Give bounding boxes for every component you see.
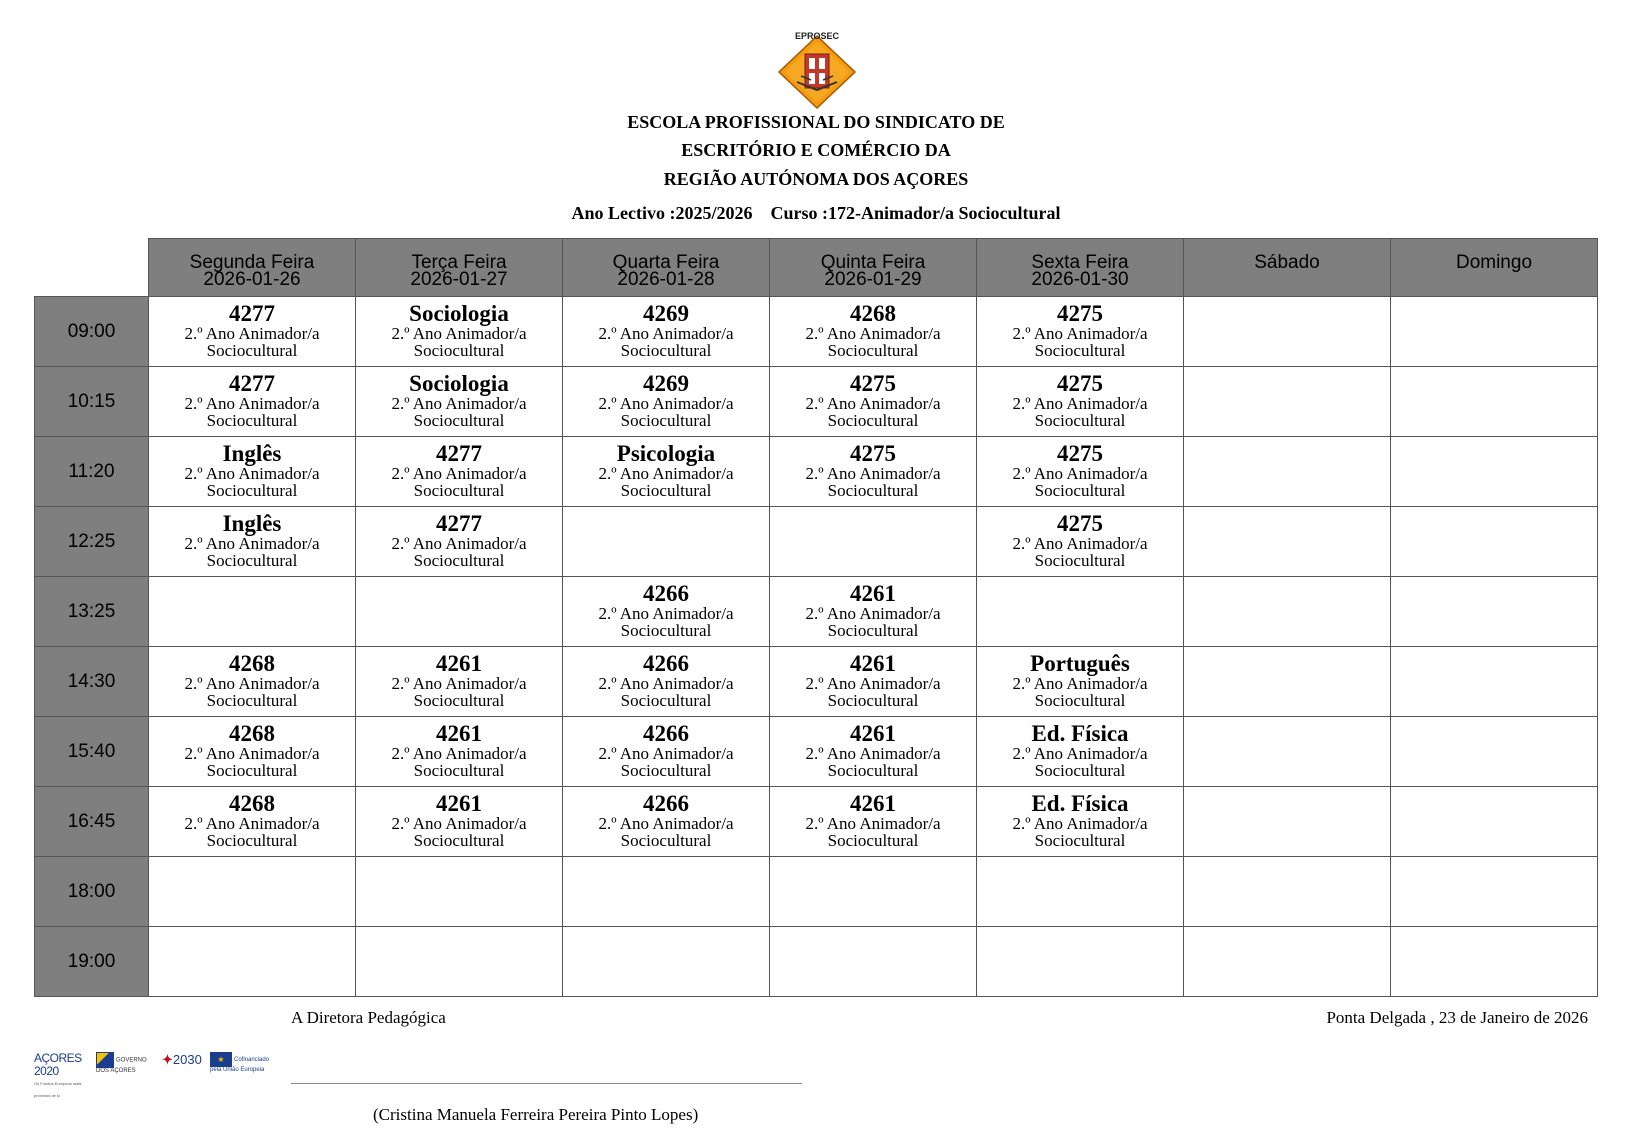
time-slot: 11:20 (35, 437, 149, 507)
subject-code: 4275 (1057, 371, 1103, 396)
class-year-line: 2.º Ano Animador/a (1012, 464, 1148, 483)
schedule-cell (977, 857, 1184, 927)
class-year-line: 2.º Ano Animador/a (805, 814, 941, 833)
year-course-line (0, 203, 1632, 224)
subject-code: 4277 (229, 301, 275, 326)
schedule-cell (356, 787, 563, 857)
schedule-cell (1184, 577, 1391, 647)
class-course-line: Sociocultural (206, 551, 298, 570)
class-course-line: Sociocultural (827, 761, 919, 780)
schedule-table (34, 238, 1598, 997)
subject-code: 4261 (850, 651, 896, 676)
schedule-cell (356, 437, 563, 507)
class-year-line: 2.º Ano Animador/a (184, 534, 320, 553)
class-year-line: 2.º Ano Animador/a (1012, 324, 1148, 343)
schedule-cell (1184, 717, 1391, 787)
place-date: Ponta Delgada , 23 de Janeiro de 2026 (1326, 1008, 1588, 1027)
class-course-line: Sociocultural (1034, 551, 1126, 570)
schedule-cell (770, 577, 977, 647)
class-course-line: Sociocultural (413, 761, 505, 780)
schedule-cell (1184, 297, 1391, 367)
class-course-line: Sociocultural (413, 341, 505, 360)
schedule-row (35, 297, 1598, 367)
schedule-cell (1184, 787, 1391, 857)
class-course-line: Sociocultural (620, 831, 712, 850)
logo-text: EPROSEC (794, 31, 840, 41)
eprosec-logo (775, 28, 859, 110)
day-date: 2026-01-30 (1031, 269, 1129, 290)
class-course-line: Sociocultural (620, 481, 712, 500)
schedule-cell (356, 857, 563, 927)
subject-code: Psicologia (616, 441, 716, 466)
subject-code: 4261 (850, 721, 896, 746)
subject-code: Sociologia (409, 371, 509, 396)
class-course-line: Sociocultural (620, 691, 712, 710)
day-name: Domingo (1455, 252, 1533, 273)
time-slot: 09:00 (35, 297, 149, 367)
schedule-cell (563, 297, 770, 367)
class-course-line: Sociocultural (1034, 481, 1126, 500)
schedule-cell (149, 367, 356, 437)
class-year-line: 2.º Ano Animador/a (598, 394, 734, 413)
eu-flag-logo (210, 1052, 274, 1074)
class-course-line: Sociocultural (206, 411, 298, 430)
day-name: Segunda Feira (189, 252, 315, 273)
schedule-cell (770, 437, 977, 507)
class-year-line: 2.º Ano Animador/a (184, 324, 320, 343)
class-year-line: 2.º Ano Animador/a (184, 814, 320, 833)
schedule-row (35, 367, 1598, 437)
class-year-line: 2.º Ano Animador/a (391, 674, 527, 693)
subject-code: 4266 (643, 721, 689, 746)
subject-code: 4277 (436, 511, 482, 536)
class-course-line: Sociocultural (206, 341, 298, 360)
schedule-cell (149, 647, 356, 717)
class-course-line: Sociocultural (1034, 761, 1126, 780)
class-year-line: 2.º Ano Animador/a (805, 324, 941, 343)
acores-2020-text: AÇORES 2020 (34, 1051, 82, 1078)
governo-acores-icon (96, 1052, 114, 1068)
schedule-cell (149, 577, 356, 647)
schedule-cell (770, 927, 977, 997)
class-course-line: Sociocultural (206, 691, 298, 710)
schedule-row (35, 647, 1598, 717)
class-course-line: Sociocultural (206, 831, 298, 850)
class-year-line: 2.º Ano Animador/a (1012, 534, 1148, 553)
time-slot: 15:40 (35, 717, 149, 787)
schedule-cell (149, 787, 356, 857)
class-year-line: 2.º Ano Animador/a (1012, 814, 1148, 833)
day-header (149, 239, 356, 297)
class-course-line: Sociocultural (827, 621, 919, 640)
schedule-cell (770, 787, 977, 857)
schedule-cell (977, 297, 1184, 367)
schedule-row (35, 577, 1598, 647)
day-name: Sábado (1254, 252, 1320, 273)
day-name: Quinta Feira (820, 252, 926, 273)
day-date: 2026-01-28 (617, 269, 715, 290)
schedule-cell (770, 297, 977, 367)
schedule-cell (149, 717, 356, 787)
day-date: 2026-01-27 (410, 269, 508, 290)
class-year-line: 2.º Ano Animador/a (598, 744, 734, 763)
acores-2020-logo (34, 1052, 90, 1102)
class-year-line: 2.º Ano Animador/a (391, 814, 527, 833)
subject-code: 4275 (1057, 441, 1103, 466)
schedule-cell (977, 787, 1184, 857)
subject-code: 4266 (643, 791, 689, 816)
schedule-cell (563, 927, 770, 997)
time-slot: 10:15 (35, 367, 149, 437)
schedule-header-row (35, 239, 1598, 297)
class-course-line: Sociocultural (206, 761, 298, 780)
schedule-cell (1184, 927, 1391, 997)
subject-code: 4261 (850, 791, 896, 816)
class-course-line: Sociocultural (827, 481, 919, 500)
class-course-line: Sociocultural (413, 831, 505, 850)
class-course-line: Sociocultural (620, 341, 712, 360)
schedule-cell (563, 717, 770, 787)
schedule-cell (1391, 787, 1598, 857)
day-name: Terça Feira (411, 252, 507, 273)
class-year-line: 2.º Ano Animador/a (391, 534, 527, 553)
schedule-cell (1184, 857, 1391, 927)
class-year-line: 2.º Ano Animador/a (1012, 744, 1148, 763)
schedule-cell (977, 507, 1184, 577)
school-name-line-3: REGIÃO AUTÓNOMA DOS AÇORES (663, 169, 969, 189)
class-year-line: 2.º Ano Animador/a (184, 674, 320, 693)
class-course-line: Sociocultural (1034, 831, 1126, 850)
schedule-cell (770, 647, 977, 717)
subject-code: 4261 (850, 581, 896, 606)
class-year-line: 2.º Ano Animador/a (184, 464, 320, 483)
subject-code: Ed. Física (1031, 721, 1129, 746)
signature-line (291, 1083, 802, 1084)
day-header (356, 239, 563, 297)
portugal-2030-logo (162, 1052, 204, 1068)
portugal-2030-text: 2030 (172, 1052, 202, 1067)
class-course-line: Sociocultural (1034, 411, 1126, 430)
class-course-line: Sociocultural (413, 551, 505, 570)
class-year-line: 2.º Ano Animador/a (391, 744, 527, 763)
day-header (977, 239, 1184, 297)
class-year-line: 2.º Ano Animador/a (391, 324, 527, 343)
class-year-line: 2.º Ano Animador/a (805, 674, 941, 693)
schedule-cell (1391, 297, 1598, 367)
class-year-line: 2.º Ano Animador/a (391, 464, 527, 483)
class-year-line: 2.º Ano Animador/a (805, 604, 941, 623)
schedule-cell (1391, 647, 1598, 717)
subject-code: 4261 (436, 791, 482, 816)
time-slot: 12:25 (35, 507, 149, 577)
class-year-line: 2.º Ano Animador/a (184, 744, 320, 763)
class-course-line: Sociocultural (1034, 341, 1126, 360)
time-slot: 14:30 (35, 647, 149, 717)
day-name: Sexta Feira (1031, 252, 1129, 273)
subject-code: 4268 (850, 301, 896, 326)
subject-code: 4268 (229, 791, 275, 816)
schedule-row (35, 927, 1598, 997)
subject-code: 4277 (229, 371, 275, 396)
schedule-cell (356, 297, 563, 367)
schedule-cell (563, 577, 770, 647)
schedule-row (35, 857, 1598, 927)
subject-code: 4269 (643, 371, 689, 396)
day-name: Quarta Feira (612, 252, 720, 273)
course-name: Curso :172-Animador/a Sociocultural (770, 203, 1061, 223)
day-date: 2026-01-26 (203, 269, 301, 290)
subject-code: 4266 (643, 651, 689, 676)
schedule-cell (977, 577, 1184, 647)
class-course-line: Sociocultural (620, 761, 712, 780)
schedule-cell (1391, 367, 1598, 437)
schedule-cell (149, 437, 356, 507)
schedule-row (35, 437, 1598, 507)
subject-code: 4275 (1057, 511, 1103, 536)
portugal-flag-icon: ✦ (162, 1052, 173, 1067)
schedule-cell (1391, 507, 1598, 577)
schedule-corner (35, 239, 149, 297)
class-course-line: Sociocultural (1034, 691, 1126, 710)
schedule-cell (977, 367, 1184, 437)
time-slot: 13:25 (35, 577, 149, 647)
day-header (563, 239, 770, 297)
schedule-cell (977, 437, 1184, 507)
schedule-cell (1391, 857, 1598, 927)
time-slot: 18:00 (35, 857, 149, 927)
subject-code: 4261 (436, 651, 482, 676)
schedule-cell (1391, 717, 1598, 787)
class-year-line: 2.º Ano Animador/a (598, 674, 734, 693)
schedule-cell (149, 297, 356, 367)
schedule-cell (1391, 927, 1598, 997)
subject-code: 4275 (850, 371, 896, 396)
class-course-line: Sociocultural (827, 691, 919, 710)
subject-code: Inglês (222, 511, 282, 536)
class-year-line: 2.º Ano Animador/a (805, 744, 941, 763)
director-label: A Diretora Pedagógica (291, 1008, 446, 1027)
schedule-cell (149, 927, 356, 997)
subject-code: 4275 (850, 441, 896, 466)
schedule-cell (356, 717, 563, 787)
schedule-cell (1184, 367, 1391, 437)
day-header (1184, 239, 1391, 297)
time-slot: 16:45 (35, 787, 149, 857)
day-date: 2026-01-29 (824, 269, 922, 290)
schedule-cell (563, 437, 770, 507)
class-year-line: 2.º Ano Animador/a (805, 464, 941, 483)
subject-code: Ed. Física (1031, 791, 1129, 816)
schedule-cell (356, 367, 563, 437)
schedule-cell (563, 507, 770, 577)
eu-cofinanced-text: Cofinanciado pela União Europeia (210, 1057, 270, 1073)
class-course-line: Sociocultural (413, 691, 505, 710)
class-course-line: Sociocultural (620, 621, 712, 640)
schedule-cell (563, 787, 770, 857)
class-year-line: 2.º Ano Animador/a (598, 604, 734, 623)
school-name-line-1: ESCOLA PROFISSIONAL DO SINDICATO DE (627, 112, 1005, 132)
governo-acores-text: GOVERNO DOS AÇORES (96, 1057, 147, 1074)
subject-code: 4261 (436, 721, 482, 746)
subject-code: 4269 (643, 301, 689, 326)
schedule-cell (1391, 577, 1598, 647)
schedule-cell (563, 857, 770, 927)
school-name-line-2: ESCRITÓRIO E COMÉRCIO DA (681, 140, 951, 160)
class-year-line: 2.º Ano Animador/a (598, 814, 734, 833)
subject-code: 4266 (643, 581, 689, 606)
subject-code: 4268 (229, 651, 275, 676)
schedule-cell (563, 367, 770, 437)
class-course-line: Sociocultural (827, 341, 919, 360)
schedule-cell (770, 507, 977, 577)
schedule-cell (356, 507, 563, 577)
schedule-row (35, 507, 1598, 577)
subject-code: Inglês (222, 441, 282, 466)
schedule-cell (356, 927, 563, 997)
schedule-row (35, 717, 1598, 787)
schedule-cell (563, 647, 770, 717)
schedule-cell (977, 647, 1184, 717)
schedule-cell (1184, 437, 1391, 507)
class-course-line: Sociocultural (413, 411, 505, 430)
acores-2020-tagline: Os Fundos Europeus mais próximos de si (34, 1081, 82, 1098)
subject-code: Português (1030, 651, 1130, 676)
schedule-cell (149, 507, 356, 577)
subject-code: 4275 (1057, 301, 1103, 326)
schedule-cell (1391, 437, 1598, 507)
class-year-line: 2.º Ano Animador/a (598, 464, 734, 483)
schedule-cell (1184, 647, 1391, 717)
schedule-cell (977, 717, 1184, 787)
schedule-row (35, 787, 1598, 857)
funding-logos (34, 1051, 274, 1098)
schedule-cell (149, 857, 356, 927)
governo-acores-logo (96, 1052, 154, 1075)
day-header (770, 239, 977, 297)
class-year-line: 2.º Ano Animador/a (1012, 394, 1148, 413)
schedule-cell (1184, 507, 1391, 577)
class-year-line: 2.º Ano Animador/a (1012, 674, 1148, 693)
schedule-cell (977, 927, 1184, 997)
subject-code: 4277 (436, 441, 482, 466)
class-course-line: Sociocultural (413, 481, 505, 500)
class-year-line: 2.º Ano Animador/a (184, 394, 320, 413)
schedule-cell (356, 647, 563, 717)
class-course-line: Sociocultural (827, 831, 919, 850)
subject-code: 4268 (229, 721, 275, 746)
eu-flag-icon: ★ (210, 1052, 232, 1067)
signatory-name: (Cristina Manuela Ferreira Pereira Pinto Lopes) (373, 1105, 699, 1124)
time-slot: 19:00 (35, 927, 149, 997)
class-year-line: 2.º Ano Animador/a (805, 394, 941, 413)
schedule-cell (770, 367, 977, 437)
schedule-cell (770, 717, 977, 787)
day-header (1391, 239, 1598, 297)
class-year-line: 2.º Ano Animador/a (598, 324, 734, 343)
schedule-cell (356, 577, 563, 647)
class-year-line: 2.º Ano Animador/a (391, 394, 527, 413)
class-course-line: Sociocultural (827, 411, 919, 430)
schedule-cell (770, 857, 977, 927)
class-course-line: Sociocultural (206, 481, 298, 500)
class-course-line: Sociocultural (620, 411, 712, 430)
subject-code: Sociologia (409, 301, 509, 326)
school-year: Ano Lectivo :2025/2026 (571, 203, 753, 223)
